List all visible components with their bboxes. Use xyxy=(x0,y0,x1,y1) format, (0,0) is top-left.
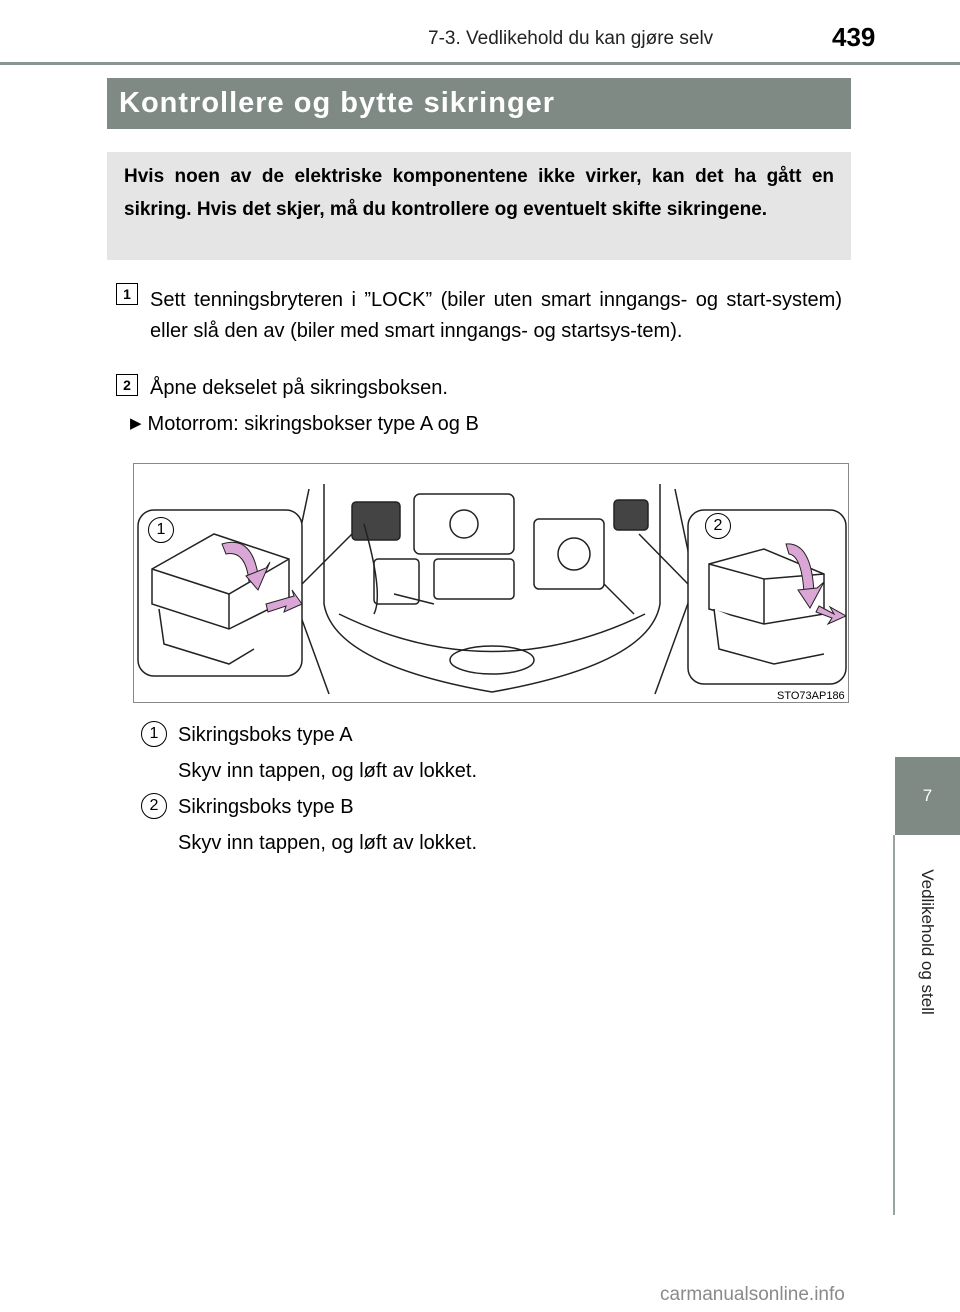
bullet-item xyxy=(130,413,479,436)
bullet-text: Motorrom: sikringsbokser type A og B xyxy=(147,413,479,435)
item-1-label: Sikringsboks type A xyxy=(178,724,353,746)
header-section-title: 7-3. Vedlikehold du kan gjøre selv xyxy=(428,28,714,49)
section-title: Kontrollere og bytte sikringer xyxy=(107,78,851,129)
figure-callout-1: 1 xyxy=(148,517,174,543)
engine-fusebox-figure xyxy=(133,463,849,703)
bullet-arrow-icon: ▶ xyxy=(130,415,142,432)
item-2-label: Sikringsboks type B xyxy=(178,796,354,818)
watermark: carmanualsonline.info xyxy=(660,1284,845,1305)
engine-bay-illustration xyxy=(134,464,850,704)
chapter-tab-number: 7 xyxy=(895,757,960,835)
intro-box xyxy=(107,152,851,260)
chapter-tab-label: Vedlikehold og stell xyxy=(918,869,937,1015)
intro-text: Hvis noen av de elektriske komponentene ikke virker, kan det ha gått en sikring. Hvis det skjer, må du kontrollere og eventuelt skifte sikringene. xyxy=(124,166,834,220)
step-2-text: Åpne dekselet på sikringsboksen. xyxy=(150,377,448,399)
item-2-desc: Skyv inn tappen, og løft av lokket. xyxy=(178,832,478,854)
item-1-number: 1 xyxy=(141,721,167,747)
item-2-number: 2 xyxy=(141,793,167,819)
step-2-number: 2 xyxy=(116,374,138,396)
figure-callout-2: 2 xyxy=(705,513,731,539)
figure-code: STO73AP186 xyxy=(777,690,845,702)
chapter-tab-line xyxy=(893,835,895,1215)
step-1-number: 1 xyxy=(116,283,138,305)
header-divider xyxy=(0,62,960,65)
step-1-text: Sett tenningsbryteren i ”LOCK” (biler uten smart inngangs- og start-system) eller slå den av (biler med smart inngangs- og startsys-tem). xyxy=(150,289,842,342)
page-number: 439 xyxy=(832,22,876,52)
item-1-desc: Skyv inn tappen, og løft av lokket. xyxy=(178,760,478,782)
